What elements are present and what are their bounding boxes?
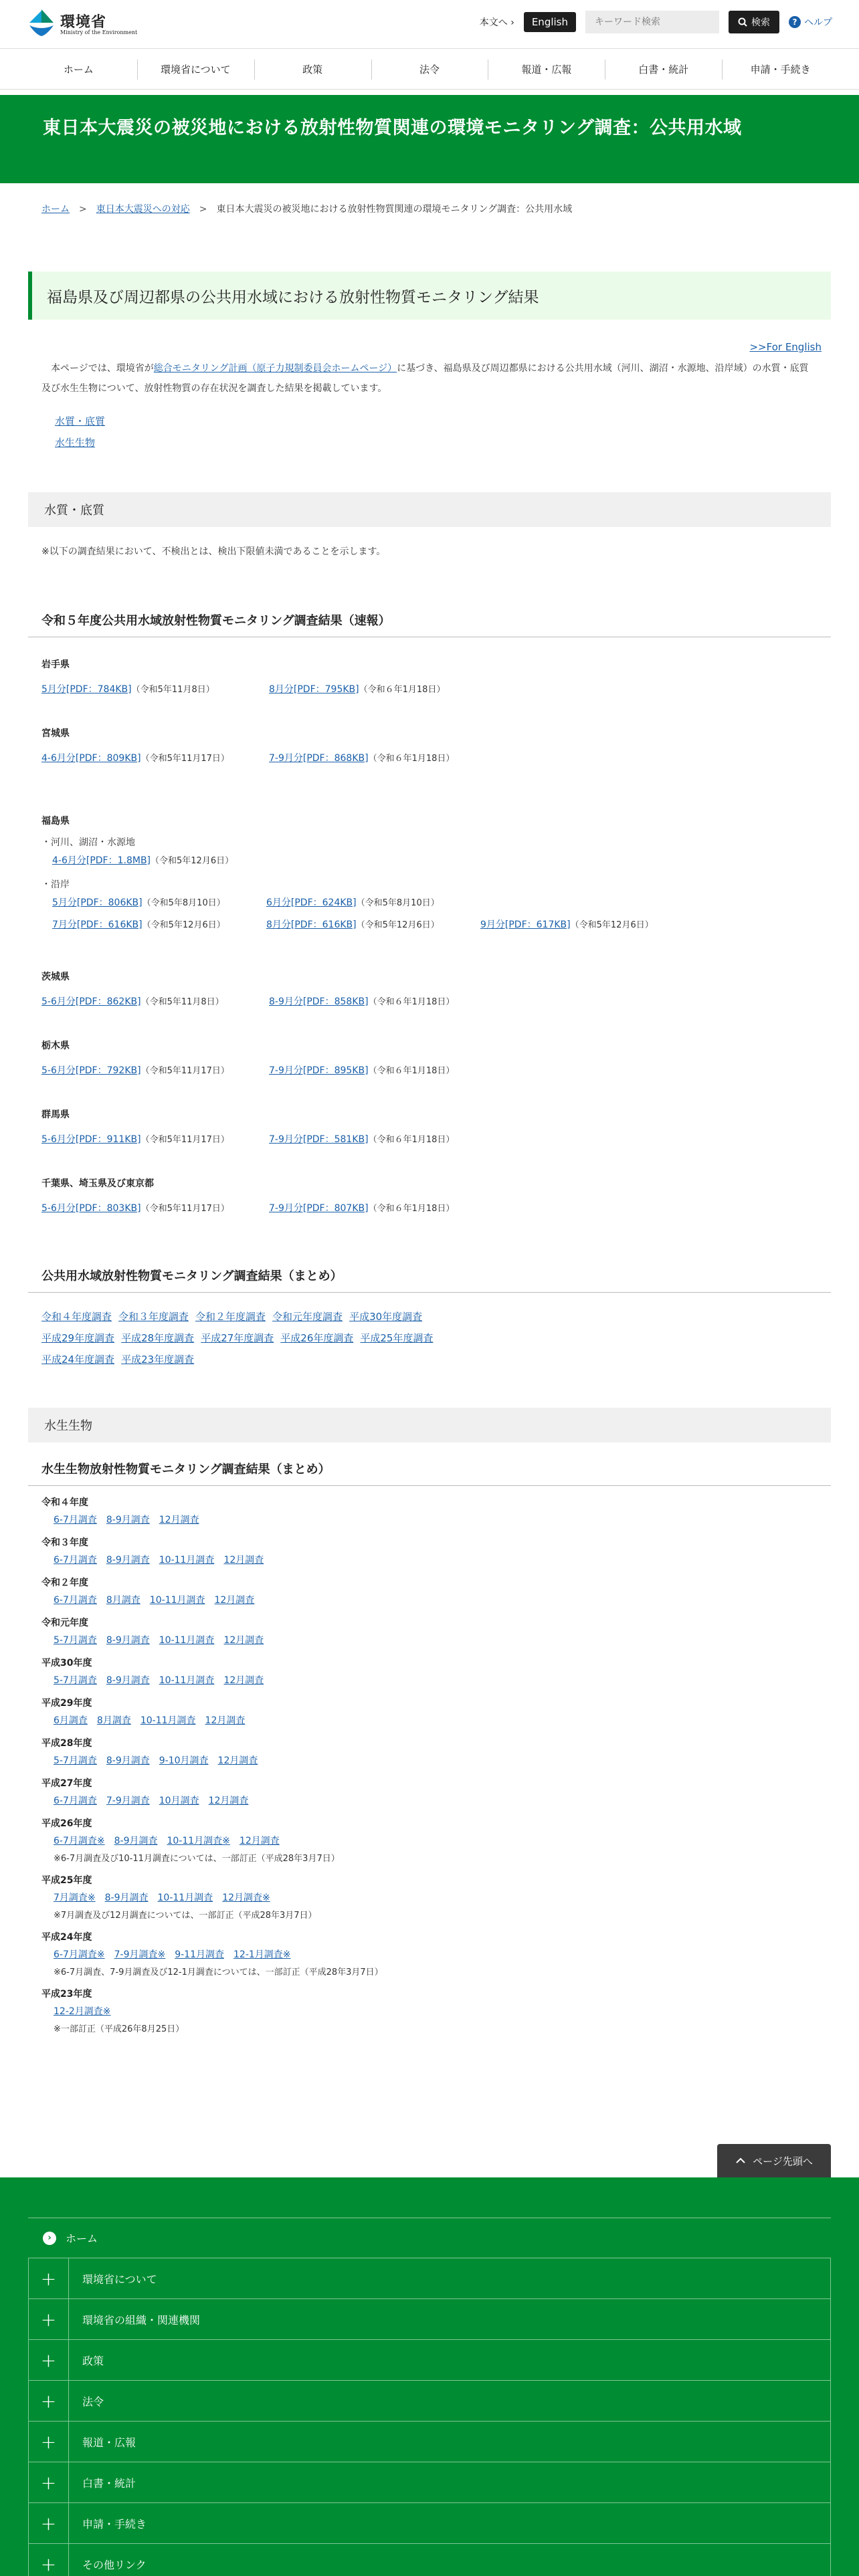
survey-link[interactable]: 6-7月調査 [54, 1555, 97, 1566]
r5-results-heading: 令和５年度公共用水域放射性物質モニタリング調査結果（速報） [28, 611, 831, 637]
pdf-link[interactable]: 5-6月分[PDF：792KB] [41, 1065, 141, 1076]
survey-link[interactable]: 12月調査 [239, 1836, 280, 1846]
subcategory-label: ・沿岸 [41, 879, 70, 890]
pub-date: （令和5年8月10日） [142, 898, 225, 908]
plus-icon: + [29, 2462, 69, 2502]
intro-text [28, 353, 831, 399]
summary-link[interactable]: 令和３年度調査 [118, 1311, 189, 1323]
survey-link[interactable]: 10-11月調査※ [167, 1836, 230, 1846]
survey-link[interactable]: 10-11月調査 [140, 1715, 196, 1726]
survey-link[interactable]: 8-9月調査 [104, 1893, 149, 1903]
footer-item-label: 申請・手続き [82, 2517, 147, 2531]
year-links [41, 1593, 818, 1606]
global-nav [0, 48, 859, 90]
survey-link[interactable]: 5-7月調査 [54, 1755, 97, 1766]
pref-fukushima [28, 814, 831, 936]
pdf-link[interactable]: 8月分[PDF：616KB] [266, 920, 357, 930]
plus-icon: + [29, 2299, 69, 2339]
survey-link[interactable]: 12-2月調査※ [54, 2006, 111, 2017]
survey-link[interactable]: 8-9月調査 [106, 1675, 150, 1686]
summary-link[interactable]: 平成27年度調査 [201, 1332, 274, 1344]
intro-before: 本ページでは、環境省が [51, 363, 154, 374]
plus-icon: + [29, 2544, 69, 2576]
search-icon [738, 17, 747, 27]
survey-link[interactable]: 8-9月調査 [106, 1515, 150, 1525]
year-label: 平成27年度 [41, 1778, 92, 1789]
pub-date: （令和5年12月6日） [570, 920, 654, 930]
chevron-right-icon: › [510, 17, 514, 28]
survey-link[interactable]: 10-11月調査 [149, 1595, 205, 1606]
footer-accordion-whitepaper[interactable] [28, 2462, 831, 2503]
pref-name: 福島県 [41, 816, 70, 827]
survey-link[interactable]: 8月調査 [106, 1595, 140, 1606]
ministry-logo[interactable] [27, 8, 138, 40]
survey-link[interactable]: 7-9月調査 [106, 1796, 150, 1806]
year-label: 令和元年度 [41, 1618, 88, 1628]
footer-accordion-policy[interactable] [28, 2340, 831, 2381]
correction-note: ※6-7月調査、7-9月調査及び12-1月調査については、一部訂正（平成28年3月7日） [54, 1967, 383, 1977]
year-links [41, 1513, 818, 1526]
year-links [41, 2004, 818, 2018]
year-label: 平成30年度 [41, 1658, 92, 1669]
pub-date: （令和5年11月17日） [140, 754, 229, 764]
year-label: 平成25年度 [41, 1875, 92, 1886]
year-links [41, 1633, 818, 1646]
pref-name: 茨城県 [41, 972, 70, 982]
survey-link[interactable]: 9-11月調査 [175, 1949, 224, 1960]
gnav-press[interactable]: 報道・広報 [488, 49, 605, 89]
correction-note: ※7月調査及び12月調査については、一部訂正（平成28年3月7日） [54, 1911, 317, 1921]
survey-link[interactable]: 10-11月調査 [159, 1635, 215, 1646]
summary-link[interactable]: 令和元年度調査 [272, 1311, 343, 1323]
pref-tochigi [28, 1039, 831, 1082]
pdf-link[interactable]: 5月分[PDF：784KB] [41, 684, 132, 695]
page-title-band [0, 95, 859, 183]
pref-name: 千葉県、埼玉県及び東京都 [41, 1178, 154, 1189]
pdf-link[interactable]: 9月分[PDF：617KB] [480, 920, 571, 930]
survey-link[interactable]: 5-7月調査 [54, 1635, 97, 1646]
pref-miyagi [28, 726, 831, 770]
breadcrumb [0, 183, 859, 234]
pub-date: （令和5年11月17日） [140, 1135, 229, 1145]
pdf-link[interactable]: 7-9月分[PDF：868KB] [269, 753, 369, 764]
pdf-link[interactable]: 8月分[PDF：795KB] [269, 684, 359, 695]
footer-item-label: 環境省について [82, 2272, 157, 2286]
survey-link[interactable]: 7-9月調査※ [114, 1949, 166, 1960]
ministry-logo-mark-icon [27, 8, 56, 37]
help-label: ヘルプ [804, 17, 832, 28]
footer-accordion-about[interactable] [28, 2258, 831, 2299]
pub-date: （令和5年11月8日） [131, 685, 215, 695]
survey-link[interactable]: 5-7月調査 [54, 1675, 97, 1686]
main-content [0, 272, 859, 2034]
year-label: 平成29年度 [41, 1698, 92, 1709]
page-title: 東日本大震災の被災地における放射性物質関連の環境モニタリング調査：公共用水域 [43, 118, 742, 138]
site-header [0, 0, 859, 48]
english-button[interactable]: English [524, 12, 576, 32]
year-label: 令和２年度 [41, 1578, 88, 1588]
survey-link[interactable]: 12-1月調査※ [233, 1949, 291, 1960]
year-links [41, 1834, 818, 1847]
page-toc [28, 399, 831, 453]
survey-link[interactable]: 12月調査 [159, 1515, 199, 1525]
footer-item-label: 白書・統計 [82, 2476, 136, 2490]
summary-link[interactable]: 平成26年度調査 [280, 1332, 354, 1344]
footer-item-label: その他リンク [82, 2558, 147, 2571]
detection-note: ※以下の調査結果において、不検出とは、検出下限値未満であることを示します。 [41, 546, 386, 557]
pdf-link[interactable]: 5-6月分[PDF：911KB] [41, 1134, 141, 1145]
help-icon: ? [789, 16, 801, 28]
search-input[interactable] [585, 11, 719, 33]
summary-link[interactable]: 平成23年度調査 [121, 1354, 195, 1366]
breadcrumb-parent[interactable]: 東日本大震災への対応 [96, 204, 190, 215]
plus-icon: + [29, 2381, 69, 2421]
breadcrumb-separator: > [79, 204, 87, 215]
summary-link[interactable]: 平成30年度調査 [349, 1311, 423, 1323]
pub-date: （令和5年11月8日） [140, 997, 224, 1007]
pub-date: （令和６年1月18日） [368, 1066, 455, 1076]
subcategory-label: ・河川、湖沼・水源地 [41, 837, 135, 848]
monitoring-plan-link[interactable]: 総合モニタリング計画（原子力規制委員会ホームページ） [153, 363, 397, 374]
pdf-link[interactable]: 7-9月分[PDF：581KB] [269, 1134, 369, 1145]
toc-water-sediment[interactable]: 水質・底質 [55, 415, 106, 427]
logo-en-text: Ministry of the Environment [60, 29, 138, 35]
summary-heading: 公共用水域放射性物質モニタリング調査結果（まとめ） [28, 1267, 831, 1293]
plus-icon: + [29, 2422, 69, 2462]
pdf-link[interactable]: 4-6月分[PDF：1.8MB] [52, 855, 151, 866]
pref-ibaraki [28, 970, 831, 1013]
year-links [41, 1553, 818, 1566]
pub-date: （令和６年1月18日） [368, 1135, 455, 1145]
section-heading-aquatic-life: 水生生物 [28, 1408, 831, 1442]
year-label: 平成28年度 [41, 1738, 92, 1749]
footer-accordion-law[interactable] [28, 2381, 831, 2422]
pdf-link[interactable]: 5-6月分[PDF：803KB] [41, 1203, 141, 1214]
survey-link[interactable]: 9-10月調査 [159, 1755, 209, 1766]
pub-date: （令和６年1月18日） [368, 754, 455, 764]
pub-date: （令和5年11月17日） [140, 1204, 229, 1214]
footer-item-label: 法令 [82, 2395, 104, 2408]
pref-name: 群馬県 [41, 1109, 70, 1120]
pdf-link[interactable]: 8-9月分[PDF：858KB] [269, 996, 369, 1007]
pub-date: （令和5年12月6日） [356, 920, 440, 930]
content-heading: 福島県及び周辺都県の公共用水域における放射性物質モニタリング結果 [28, 272, 831, 320]
skip-to-content-link[interactable] [480, 15, 514, 29]
section-heading-water-sediment: 水質・底質 [28, 492, 831, 527]
page-top-label: ページ先頭へ [753, 2155, 813, 2167]
year-links [41, 1753, 818, 1767]
survey-link[interactable]: 8-9月調査 [106, 1755, 150, 1766]
footer-accordion-organization[interactable] [28, 2299, 831, 2340]
survey-link[interactable]: 12月調査 [214, 1595, 255, 1606]
pref-chiba-saitama-tokyo [28, 1176, 831, 1220]
pub-date: （令和5年12月6日） [142, 920, 225, 930]
pub-date: （令和６年1月18日） [368, 1204, 455, 1214]
search-button-label: 検索 [751, 17, 770, 28]
summary-link[interactable]: 平成29年度調査 [41, 1332, 115, 1344]
year-label: 令和４年度 [41, 1497, 88, 1508]
search-button[interactable] [729, 11, 779, 33]
pdf-link[interactable]: 7-9月分[PDF：895KB] [269, 1065, 369, 1076]
survey-link[interactable]: 8-9月調査 [106, 1635, 150, 1646]
pub-date: （令和６年1月18日） [359, 685, 446, 695]
survey-link[interactable]: 6-7月調査 [54, 1515, 97, 1525]
footer-item-label: 政策 [82, 2354, 104, 2367]
gnav-about[interactable]: 環境省について [137, 49, 254, 89]
survey-link[interactable]: 12月調査 [208, 1796, 249, 1806]
survey-link[interactable]: 12月調査 [223, 1635, 264, 1646]
year-links [41, 1891, 818, 1904]
survey-link[interactable]: 8月調査 [96, 1715, 131, 1726]
gnav-whitepaper[interactable]: 白書・統計 [605, 49, 722, 89]
survey-link[interactable]: 10-11月調査 [159, 1555, 215, 1566]
footer-accordion-press[interactable] [28, 2422, 831, 2462]
help-link[interactable] [789, 15, 832, 29]
year-links [41, 1947, 818, 1961]
summary-link[interactable]: 令和２年度調査 [195, 1311, 266, 1323]
footer-nav [0, 2177, 859, 2576]
skip-to-content-label: 本文へ [479, 17, 508, 28]
survey-link[interactable]: 12月調査 [223, 1555, 264, 1566]
breadcrumb-current: 東日本大震災の被災地における放射性物質関連の環境モニタリング調査：公共用水域 [216, 204, 573, 215]
intro-after: に基づき、福島県及び周辺都県における公共用水域（河川、湖沼・水源地、沿岸域）の水質・底質及び水生生物について、放射性物質の存在状況を調査した結果を掲載しています。 [41, 363, 809, 394]
footer-item-label: 報道・広報 [82, 2436, 136, 2449]
survey-link[interactable]: 10月調査 [159, 1796, 199, 1806]
footer-home-label: ホーム [66, 2232, 98, 2245]
pdf-link[interactable]: 7月分[PDF：616KB] [52, 920, 142, 930]
year-links [41, 1794, 818, 1807]
year-label: 平成24年度 [41, 1932, 92, 1943]
survey-link[interactable]: 6-7月調査 [54, 1796, 97, 1806]
year-label: 平成23年度 [41, 1989, 92, 2000]
survey-link[interactable]: 6-7月調査※ [54, 1949, 105, 1960]
pref-iwate [28, 657, 831, 701]
survey-link[interactable]: 12月調査※ [222, 1893, 270, 1903]
summary-links [28, 1306, 510, 1370]
pub-date: （令和5年12月6日） [151, 856, 234, 866]
toc-aquatic-life[interactable]: 水生生物 [55, 437, 96, 449]
footer-accordion-application[interactable] [28, 2503, 831, 2544]
gnav-application[interactable]: 申請・手続き [722, 49, 839, 89]
survey-link[interactable]: 6-7月調査※ [54, 1836, 105, 1846]
plus-icon: + [29, 2258, 69, 2298]
pref-name: 岩手県 [41, 659, 70, 670]
summary-link[interactable]: 令和４年度調査 [41, 1311, 112, 1323]
pref-name: 栃木県 [41, 1041, 70, 1051]
survey-link[interactable]: 10-11月調査 [157, 1893, 213, 1903]
footer-item-label: 環境省の組織・関連機関 [82, 2313, 201, 2327]
gnav-policy[interactable]: 政策 [254, 49, 371, 89]
year-label: 平成26年度 [41, 1818, 92, 1829]
footer-home-link[interactable] [28, 2218, 831, 2258]
pref-gunma [28, 1107, 831, 1151]
pdf-link[interactable]: 6月分[PDF：624KB] [266, 897, 357, 908]
breadcrumb-separator: > [199, 204, 207, 215]
correction-note: ※6-7月調査及び10-11月調査については、一部訂正（平成28年3月7日） [54, 1854, 340, 1864]
plus-icon: + [29, 2503, 69, 2543]
pdf-link[interactable]: 5-6月分[PDF：862KB] [41, 996, 141, 1007]
survey-link[interactable]: 8-9月調査 [114, 1836, 158, 1846]
logo-jp-text: 環境省 [60, 14, 107, 31]
breadcrumb-home[interactable]: ホーム [41, 204, 70, 215]
for-english-link[interactable]: >>For English [749, 341, 822, 353]
pub-date: （令和5年8月10日） [356, 898, 440, 908]
gnav-home[interactable]: ホーム [63, 63, 94, 76]
page-top-button[interactable] [717, 2144, 831, 2177]
year-links [41, 1713, 818, 1727]
aquatic-year-list [28, 1495, 831, 2034]
survey-link[interactable]: 6月調査 [54, 1715, 88, 1726]
survey-link[interactable]: 10-11月調査 [159, 1675, 215, 1686]
gnav-law[interactable]: 法令 [371, 49, 488, 89]
correction-note: ※一部訂正（平成26年8月25日） [54, 2024, 185, 2034]
plus-icon: + [29, 2340, 69, 2380]
chevron-up-icon [735, 2157, 746, 2164]
summary-link[interactable]: 平成24年度調査 [41, 1354, 115, 1366]
aquatic-summary-heading: 水生生物放射性物質モニタリング調査結果（まとめ） [28, 1460, 831, 1486]
pref-name: 宮城県 [41, 728, 70, 739]
survey-link[interactable]: 12月調査 [217, 1755, 258, 1766]
pub-date: （令和６年1月18日） [368, 997, 455, 1007]
survey-link[interactable]: 12月調査 [223, 1675, 264, 1686]
year-label: 令和３年度 [41, 1537, 88, 1548]
summary-link[interactable]: 平成25年度調査 [360, 1332, 434, 1344]
survey-link[interactable]: 6-7月調査 [54, 1595, 97, 1606]
pub-date: （令和5年11月17日） [140, 1066, 229, 1076]
survey-link[interactable]: 7月調査※ [54, 1893, 96, 1903]
pdf-link[interactable]: 5月分[PDF：806KB] [52, 897, 142, 908]
survey-link[interactable]: 12月調査 [205, 1715, 246, 1726]
year-links [41, 1673, 818, 1687]
footer-accordion-other-links[interactable] [28, 2544, 831, 2576]
chevron-right-circle-icon: › [43, 2232, 56, 2245]
pdf-link[interactable]: 7-9月分[PDF：807KB] [269, 1203, 369, 1214]
summary-link[interactable]: 平成28年度調査 [121, 1332, 195, 1344]
pdf-link[interactable]: 4-6月分[PDF：809KB] [41, 753, 141, 764]
survey-link[interactable]: 8-9月調査 [106, 1555, 150, 1566]
